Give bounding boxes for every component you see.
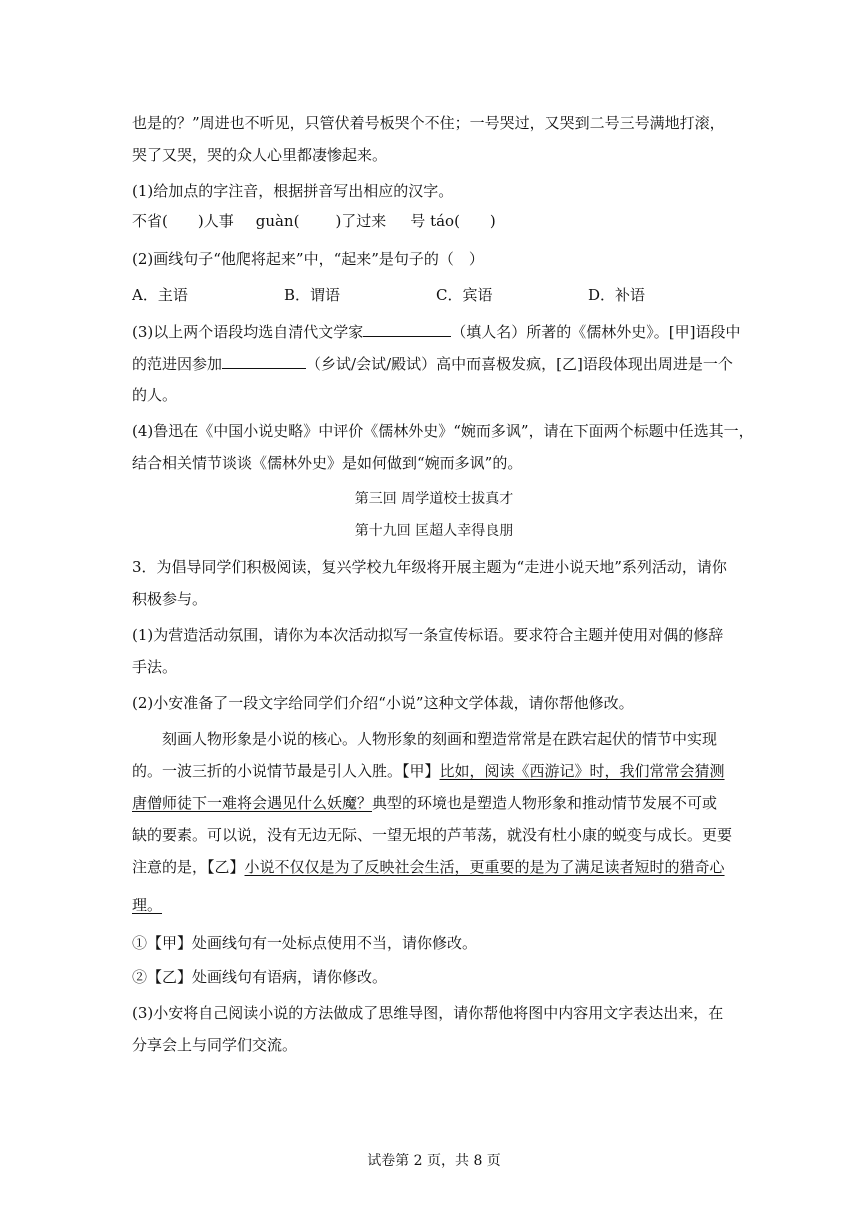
author-blank[interactable] — [363, 320, 451, 337]
q3-intro-line-2: 积极参与。 — [132, 590, 208, 608]
item-c-post: ) — [489, 212, 496, 230]
item-c-pre: 号 táo( — [410, 212, 460, 230]
para-line-4: 缺的要素。可以说，没有无边无际、一望无垠的芦苇荡，就没有杜小康的蜕变与成长。更要 — [132, 826, 733, 844]
passage-line-2: 哭了又哭，哭的众人心里都凄惨起来。 — [132, 146, 388, 164]
item-a-pre: 不省( — [132, 212, 168, 230]
q2-sub2-prompt: (2)画线句子“他爬将起来”中，“起来”是句子的（ ） — [132, 250, 484, 268]
para-l5a: 注意的是，【乙】 — [132, 858, 245, 876]
para-line-1: 刻画人物形象是小说的核心。人物形象的刻画和塑造常常是在跌宕起伏的情节中实现 — [162, 730, 718, 748]
para-l5b-underlined: 小说不仅仅是为了反映社会生活，更重要的是为了满足读者短时的猎奇心 — [244, 858, 725, 876]
option-b: B．谓语 — [284, 286, 341, 304]
q2-sub3-l2b: （乡试/会试/殿试）高中而喜极发疯，[乙]语段体现出周进是一个 — [306, 355, 733, 373]
para-l2b-underlined: 比如，阅读《西游记》时，我们常常会猜测 — [439, 762, 725, 780]
q2-sub3-line-3: 的人。 — [132, 386, 178, 404]
option-a: A．主语 — [132, 286, 188, 304]
q2-sub3-line-1 — [132, 320, 741, 343]
item-b-post: )了过来 — [335, 212, 387, 230]
option-c: C．宾语 — [436, 286, 493, 304]
chapter-title-1: 第三回 周学道校士拔真才 — [354, 491, 514, 507]
q3-task-1: ①【甲】处画线句有一处标点使用不当，请你修改。 — [132, 934, 478, 952]
item-b-pre: guàn( — [255, 212, 300, 230]
para-line-3 — [132, 792, 732, 814]
q2-sub1-prompt: (1)给加点的字注音，根据拼音写出相应的汉字。 — [132, 182, 454, 200]
q2-sub3-l1b: （填人名）所著的《儒林外史》。[甲]语段中 — [451, 323, 741, 341]
chapter-title-2: 第十九回 匡超人幸得良朋 — [354, 523, 514, 539]
q3-sub3-line-2: 分享会上与同学们交流。 — [132, 1036, 298, 1054]
q3-intro-line-1: 3．为倡导同学们积极阅读，复兴学校九年级将开展主题为“走进小说天地”系列活动，请你 — [132, 558, 727, 576]
q3-task-2: ②【乙】处画线句有语病，请你修改。 — [132, 968, 388, 986]
exam-blank[interactable] — [222, 352, 306, 369]
option-d: D．补语 — [588, 286, 646, 304]
q2-sub1-items — [132, 210, 732, 232]
q3-sub2-prompt: (2)小安准备了一段文字给同学们介绍“小说”这种文学体裁，请你帮他修改。 — [132, 694, 634, 712]
q3-sub1-line-1: (1)为营造活动氛围，请你为本次活动拟写一条宣传标语。要求符合主题并使用对偶的修辞 — [132, 626, 724, 644]
para-l3a-underlined: 唐僧师徒下一难将会遇见什么妖魔？ — [132, 794, 373, 812]
para-line-2 — [132, 760, 732, 782]
q2-sub3-line-2 — [132, 352, 732, 375]
para-l3b: 典型的环境也是塑造人物形象和推动情节发展不可或 — [372, 794, 718, 812]
q2-sub3-l1a: (3)以上两个语段均选自清代文学家 — [132, 323, 364, 341]
passage-line-1: 也是的？”周进也不听见，只管伏着号板哭个不住；一号哭过，又哭到二号三号满地打滚， — [132, 114, 725, 132]
q3-sub3-line-1: (3)小安将自己阅读小说的方法做成了思维导图，请你帮他将图中内容用文字表达出来，在 — [132, 1004, 724, 1022]
para-l2a: 的。一波三折的小说情节最是引人入胜。【甲】 — [132, 762, 440, 780]
para-line-6 — [132, 894, 732, 916]
para-line-5 — [132, 856, 732, 878]
q2-sub4-line-2: 结合相关情节谈谈《儒林外史》是如何做到“婉而多讽”的。 — [132, 454, 523, 472]
item-a-post: )人事 — [197, 212, 234, 230]
q2-sub3-l2a: 的范进因参加 — [132, 355, 223, 373]
para-l6-underlined: 理。 — [132, 896, 163, 914]
page-footer: 试卷第 2 页，共 8 页 — [367, 1153, 501, 1169]
q2-sub4-line-1: (4)鲁迅在《中国小说史略》中评价《儒林外史》“婉而多讽”，请在下面两个标题中任选其一， — [132, 422, 754, 440]
q3-sub1-line-2: 手法。 — [132, 658, 178, 676]
q2-sub2-options — [132, 284, 732, 306]
